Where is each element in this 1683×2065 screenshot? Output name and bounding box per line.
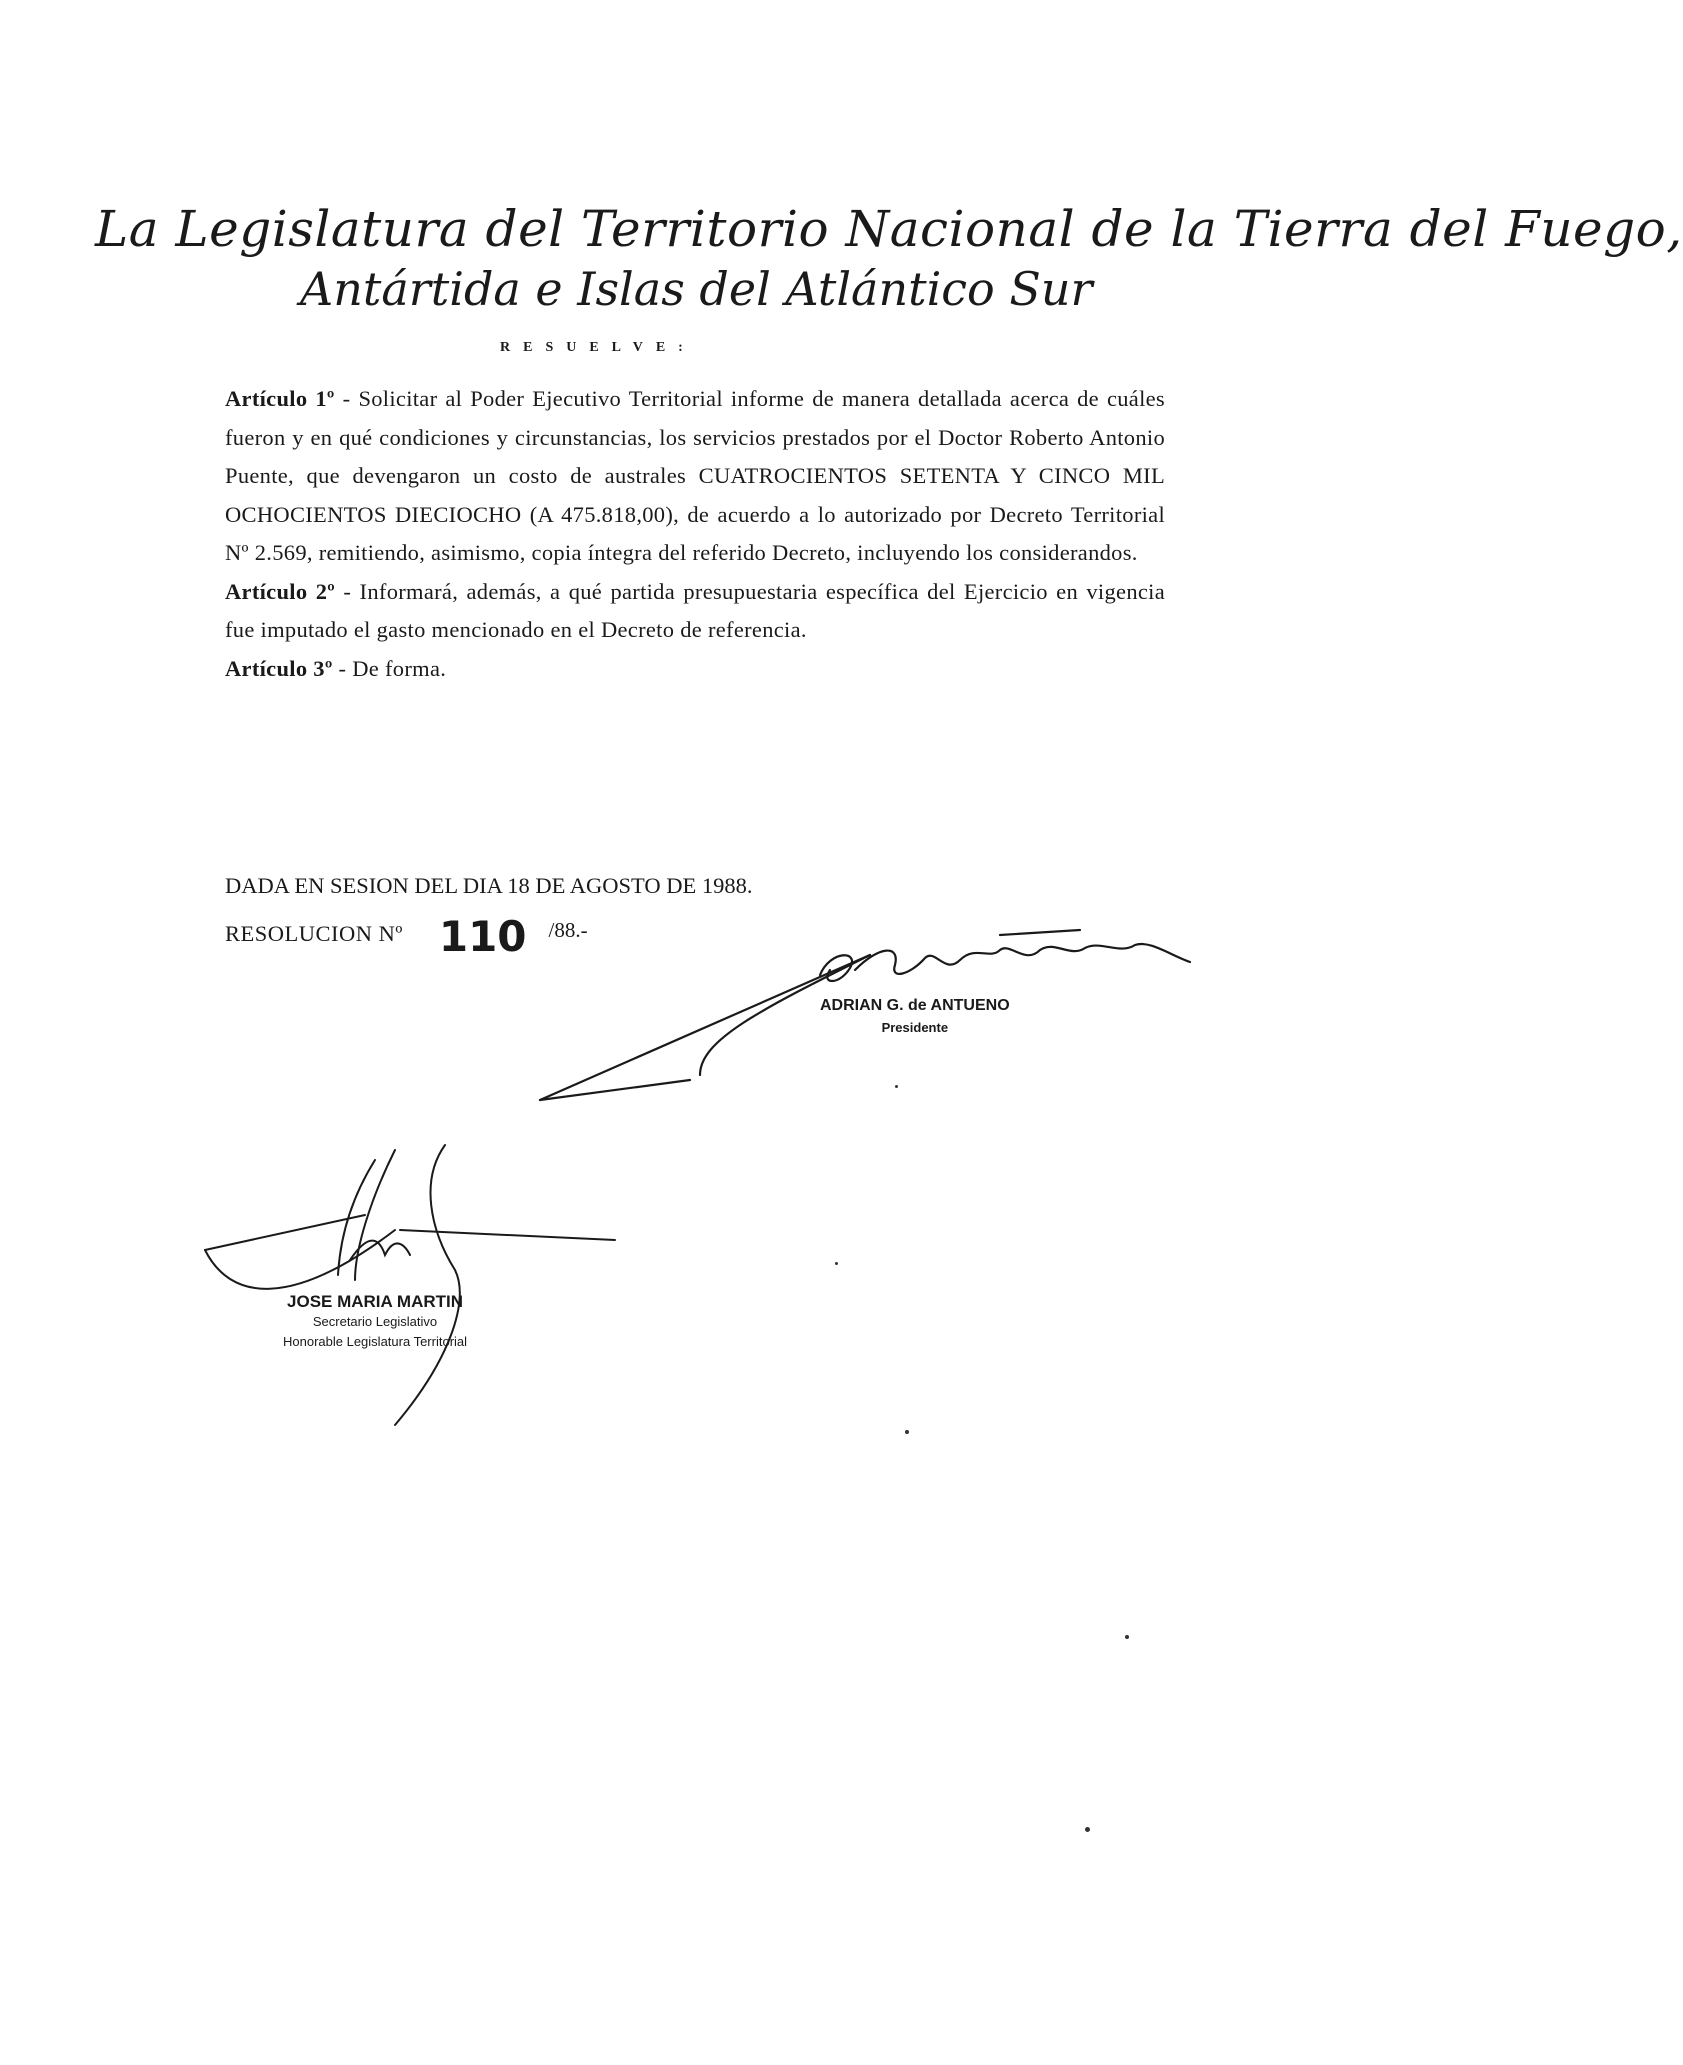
- article-2-label: Artículo 2º: [225, 578, 336, 604]
- resolution-number: 110: [438, 912, 527, 961]
- article-1-label: Artículo 1º: [225, 386, 335, 411]
- president-name: ADRIAN G. de ANTUENO: [820, 997, 1010, 1014]
- article-1-text: - Solicitar al Poder Ejecutivo Territorial informe de manera detallada acerca de cuáles fueron y en qué condiciones y circunstancias, los servicios prestados por el Doctor Roberto Antonio Puente, que devengaron un costo de australes CUATROCIENTOS SETENTA Y CINCO MIL OCHOCIENTOS DIECIOCHO (A 475.818,00), de acuerdo a lo autorizado por Decreto Territorial Nº 2.569, remitiendo, asimismo, copia íntegra del referido Decreto, incluyendo los considerandos.: [225, 386, 1165, 565]
- header-title-line1: La Legislatura del Territorio Nacional de la Tierra del Fuego,: [95, 200, 1683, 258]
- secretary-signature: [205, 1145, 615, 1425]
- secretary-name: JOSE MARIA MARTIN: [287, 1292, 464, 1311]
- secretary-signature-block: [283, 1292, 467, 1352]
- article-3-text: - De forma.: [338, 655, 447, 681]
- session-date: DADA EN SESION DEL DIA 18 DE AGOSTO DE 1988.: [225, 873, 753, 898]
- secretary-org: Honorable Legislatura Territorial: [283, 1334, 468, 1349]
- header-title-line2: Antártida e Islas del Atlántico Sur: [300, 262, 1093, 316]
- scan-speck: [905, 1430, 909, 1434]
- scan-speck: [835, 1262, 838, 1265]
- resolution-label: RESOLUCION Nº: [225, 921, 403, 946]
- scan-speck: [1125, 1635, 1129, 1639]
- scan-speck: [895, 1085, 898, 1088]
- secretary-role: Secretario Legislativo: [312, 1314, 438, 1329]
- president-role: Presidente: [881, 1020, 949, 1035]
- president-signature-block: [820, 995, 1010, 1039]
- resolution-year: /88.-: [548, 918, 588, 942]
- scan-speck: [1085, 1827, 1090, 1832]
- article-3-label: Artículo 3º: [225, 655, 333, 681]
- article-2-text: - Informará, además, a qué partida presupuestaria específica del Ejercicio en vigencia fue imputado el gasto mencionado en el Decreto de referencia.: [225, 578, 1165, 642]
- resuelve-heading: RESUELVE:: [500, 340, 696, 355]
